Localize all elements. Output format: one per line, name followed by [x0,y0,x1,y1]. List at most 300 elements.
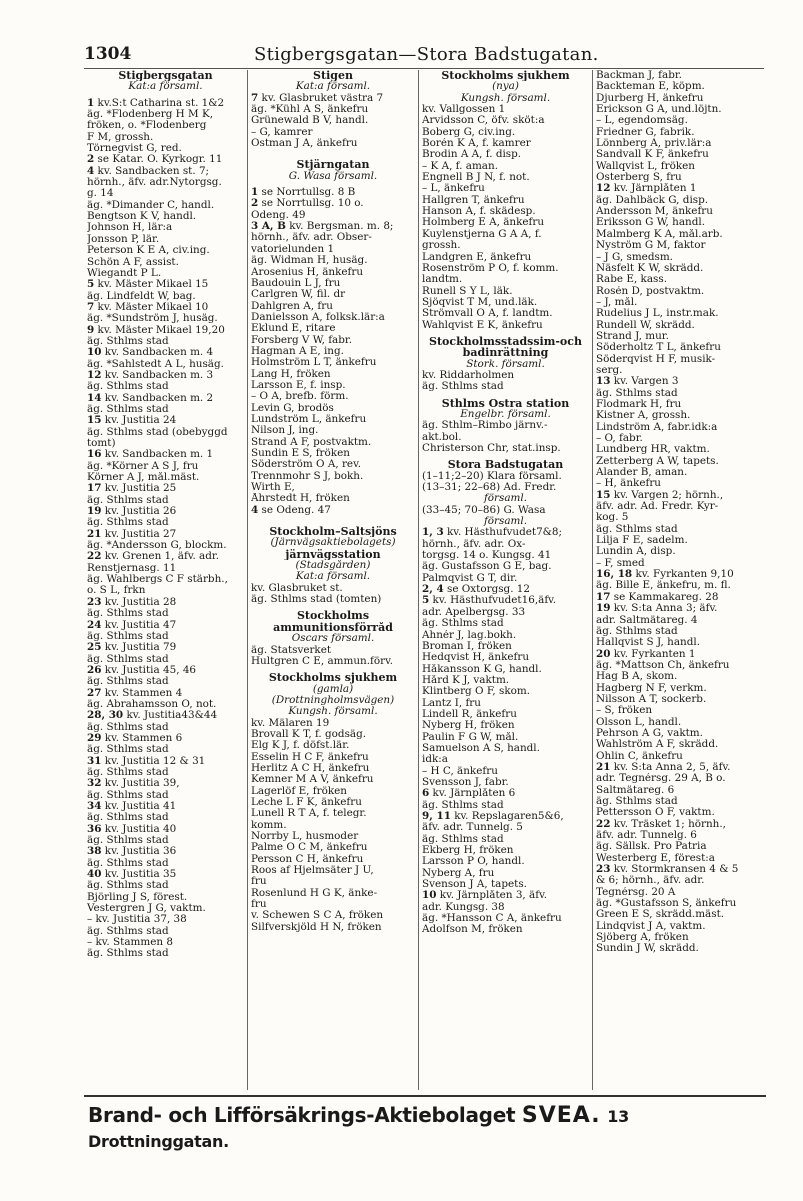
house-number: 10 [422,890,437,902]
address-entry [87,710,244,721]
house-number: 32 [87,778,102,790]
resident-entry: Pettersson O F, vaktm. [596,807,715,819]
house-number: 15 [87,415,102,427]
resident-entry: Wahlqvist E K, änkefru [422,319,543,331]
resident-entry: – kv. Stammen 8 [87,937,173,949]
resident-entry: hörnh., äfv. adr.Nytorgsg. [87,177,222,189]
parish-note: (nya) [492,81,519,93]
resident-entry: Rosén D, postvaktm. [596,285,705,297]
address-entry [596,490,763,501]
resident-entry: Sjöberg A, fröken [596,932,689,944]
resident-entry: äg. Sthlms stad [87,857,169,869]
resident-entry: komm. [251,819,287,831]
entry-text: kv. Justitia 24 [101,415,177,427]
resident-entry: Kuylenstjerna G A A, f. [422,228,542,240]
resident-entry: äg. Statsverket [251,644,332,656]
resident-entry: äg. Sthlms stad [596,387,678,399]
resident-entry: äg. Sthlms stad [87,630,169,642]
resident-entry: Saltmätareg. 6 [596,784,675,796]
address-entry [596,376,763,387]
resident-entry: äg. Abrahamsson O, not. [87,698,217,710]
entry-text: kv. Stormkransen 4 & 5 [610,864,739,876]
resident-entry: Wiegandt P L. [87,267,162,279]
parish-note: G. Wasa församl. [288,170,378,182]
resident-entry: Engnell B J N, f. not. [422,172,530,184]
resident-entry: Olsson L, handl. [596,716,682,728]
resident-entry: äg. Dahlbäck G, disp. [596,194,709,206]
resident-entry: Johnson H, lär:a [87,222,173,234]
resident-entry: – L, egendomsäg. [596,115,688,127]
resident-entry: äg. Sthlms stad [87,880,169,892]
resident-entry: torgsg. 14 o. Kungsg. 41 [422,550,552,562]
house-number: 23 [87,596,102,608]
resident-entry: fru [251,899,267,911]
address-entry [87,279,244,290]
resident-entry: Palme O C M, änkefru [251,842,368,854]
resident-entry: äg. Sthlms stad [422,618,504,630]
resident-entry: Hedqvist H, änkefru [422,652,530,664]
resident-entry: Körner A J, mål.mäst. [87,472,200,484]
parish-note: Kat:a församl. [295,81,371,93]
resident-entry: äfv. adr. Tunnelg. 5 [422,822,523,834]
resident-entry: Kemner M A V, änkefru [251,774,374,786]
resident-entry: äg. Sthlms stad [596,523,678,535]
resident-entry: Söderholtz T L, änkefru [596,342,721,354]
resident-entry: Hallgren T, änkefru [422,194,525,206]
resident-entry: äg. Bille E, änkefru, m. fl. [596,580,731,592]
address-entry [596,649,763,660]
entry-text: kv. Hästhufvudet7&8; [443,527,563,539]
resident-entry: Hultgren C E, ammun.förv. [251,655,394,667]
resident-entry: äg. *Sundström J, husäg. [87,313,218,325]
street-heading: Stockholms [296,610,370,622]
resident-entry: Söderström O A, rev. [251,459,362,471]
resident-entry: akt.bol. [422,431,462,443]
resident-entry: Sandvall K F, änkefru [596,149,709,161]
resident-entry: Renstjernasg. 11 [87,562,177,574]
resident-entry: Lönnberg A, priv.lär:a [596,138,712,150]
entry-text: kv. Justitia 41 [101,801,177,812]
house-number: 13 [596,376,611,388]
resident-entry: Nyberg A, fru [422,867,495,879]
address-entry [87,824,244,835]
address-entry [87,529,244,540]
resident-entry: – G, kamrer [251,126,313,138]
parish-note: Stork. församl. [466,358,545,370]
resident-entry: Lindell R, änkefru [422,708,517,720]
house-number: 7 [87,301,95,313]
column-2 [247,70,418,1090]
resident-entry: Brovall K T, f. godsäg. [251,728,367,740]
street-heading: Stjärngatan [296,159,370,171]
resident-entry: Sjöqvist T M, und.läk. [422,296,538,308]
resident-entry: Wallqvist L, fröken [596,160,695,172]
resident-entry: äg. Sthlms stad [87,925,169,937]
resident-entry: Lindqvist J A, vaktm. [596,920,706,932]
resident-entry: Zetterberg A W, tapets. [596,455,719,467]
entry-text: kv. Stammen 4 [101,687,183,699]
resident-entry: adr. Kungsg. 38 [422,901,505,913]
address-entry [87,551,244,562]
resident-entry: Grünewald B V, handl. [251,115,369,127]
resident-entry: kog. 5 [596,512,629,524]
entry-text: kv. Justitia43&44 [123,710,218,722]
resident-entry: äg. *Sahlstedt A L, husäg. [87,358,224,370]
house-number: 38 [87,846,102,858]
entry-text: kv. Glasbruket västra 7 [258,92,384,104]
street-heading: Stockholms sjukhem [441,70,570,82]
house-number: 14 [87,392,102,404]
resident-entry: – O A, brefb. förm. [251,391,349,403]
resident-entry: äg. Sthlms stad [87,789,169,801]
resident-entry: – kv. Justitia 37, 38 [87,914,187,926]
resident-entry: Elg K J, f. döfst.lär. [251,740,350,752]
house-number: 9, 11 [422,811,451,822]
street-heading: Sthlms Östra station [441,397,570,409]
entry-text: kv. Justitia 39, [101,778,180,790]
resident-entry: äg. Sthlm–Rimbo järnv.- [422,420,548,432]
entry-text: se Kammakareg. 28 [610,591,719,603]
entry-text: kv. Mäster Mikael 19,20 [94,324,225,336]
resident-entry: Wirth E, [251,482,295,494]
resident-entry: – S, fröken [596,705,653,717]
entry-text: kv. Järnplåten 1 [610,183,697,195]
ad-brand: SVEA. [521,1103,601,1128]
resident-entry: äg. *Kühl A S, änkefru [251,104,369,116]
house-number: 10 [87,347,102,359]
resident-entry: Arosenius H, änkefru [251,266,364,278]
house-number: 16, 18 [596,569,633,581]
house-number: 21 [596,761,611,773]
resident-entry: Sundin E S, fröken [251,448,350,459]
address-entry [87,642,244,653]
resident-entry: äg. Sthlms stad [422,381,504,393]
resident-entry: tomt) [87,438,116,449]
entry-text: se Odeng. 47 [258,504,331,516]
resident-entry: Rosenström P O, f. komm. [422,262,559,274]
resident-entry: Lundberg HR, vaktm. [596,444,710,456]
resident-entry: adr. Apelbergsg. 33 [422,606,526,618]
resident-entry: Rundell W, skrädd. [596,319,695,331]
resident-entry: Klintberg O F, skom. [422,686,531,698]
entry-text: kv. Justitia 40 [101,823,177,835]
resident-entry: Strand A F, postvaktm. [251,436,372,448]
resident-entry: Green E S, skrädd.mäst. [596,909,725,921]
resident-entry: Törnegvist G, red. [87,143,182,155]
ad-company: Brand- och Lifförsäkrings-Aktiebolaget [88,1103,516,1127]
resident-entry: Jonsson P, lär. [87,233,160,245]
resident-entry: Trennmohr S J, bokh. [251,470,364,482]
address-entry [422,595,589,606]
parish-note: Oscars församl. [291,633,375,645]
house-number: 25 [87,642,102,654]
house-number: 21 [87,528,102,540]
resident-entry: Broman I, fröken [422,640,512,652]
entry-text: kv. Vargen 2; hörnh., [610,489,724,501]
entry-text: kv. Sandbacken st. 7; [94,165,210,177]
address-entry [251,221,415,232]
resident-entry: Wahlström A F, skrädd. [596,739,719,751]
resident-entry: äg. *Mattson Ch, änkefru [596,659,730,671]
resident-entry: Lunell R T A, f. telegr. [251,808,367,820]
resident-entry: Leche L F K, änkefru [251,796,362,808]
house-number: 1 [251,187,259,199]
address-entry [87,801,244,812]
entry-text: kv. Justitia 28 [101,596,177,608]
resident-entry: – H C, änkefru [422,765,498,777]
resident-entry: äg. Sällsk. Pro Patria [596,841,707,853]
street-heading: Stockholms sjukhem [268,672,398,684]
resident-entry: Lundström L, änkefru [251,413,367,425]
resident-entry: Paulin F G W, mål. [422,731,519,743]
entry-text: kv. Justitia 79 [101,642,177,654]
resident-entry: Åhrstedt H, fröken [251,493,350,505]
resident-entry: fru [251,876,267,888]
resident-entry: Rosenlund H G K, änke- [251,887,378,899]
resident-entry: Lindström A, fabr.idk:a [596,421,718,433]
resident-entry: fröken, o. *Flodenberg [87,120,207,132]
address-entry [251,93,415,104]
resident-entry: Backman J, fabr. [596,70,682,81]
address-entry [87,665,244,676]
parish-note: Engelbr. församl. [460,408,551,420]
resident-entry: Baudouin L J, fru [251,277,341,289]
resident-entry: – O, fabr. [596,433,643,444]
address-entry [596,569,763,580]
resident-entry: Runell S Y L, läk. [422,285,513,297]
address-entry [87,325,244,336]
entry-text: kv. Justitia 25 [101,483,177,495]
house-number: 4 [251,504,259,516]
entry-text: kv. Repslagaren5&6, [450,811,564,822]
entry-text: kv. Fyrkanten 9,10 [632,569,734,581]
resident-entry: serg. [596,364,623,376]
resident-entry: Hagman A E, ing. [251,345,344,357]
resident-entry: Sundin J W, skrädd. [596,943,699,955]
resident-entry: idk:a [422,754,448,766]
entry-text: se Oxtorgsg. 12 [443,584,531,596]
resident-entry: äg. *Hansson C A, änkefru [422,913,562,925]
house-number: 1, 3 [422,527,444,539]
column-4 [592,70,766,1090]
house-number: 22 [87,551,102,563]
resident-entry: Björling J S, förest. [87,891,188,903]
resident-entry: Näsfelt K W, skrädd. [596,262,704,274]
street-heading: Stigbergsgatan [118,70,213,82]
resident-entry: Hård K J, vaktm. [422,674,510,686]
resident-entry: äg. Sthlms stad (tomten) [251,594,382,606]
entry-text: kv. Järnplåten 6 [429,788,516,800]
resident-entry: adr. Tegnérsg. 29 A, B o. [596,773,726,785]
entry-text: kv. Justitia 35 [101,869,177,881]
house-number: 2, 4 [422,584,444,596]
resident-entry: Larsson P O, handl. [422,856,525,868]
resident-entry: Nyström G M, faktor [596,240,706,252]
column-3 [418,70,592,1090]
house-number: 2 [251,198,259,210]
address-entry [596,603,763,614]
resident-entry: Svenson J A, tapets. [422,879,527,891]
resident-entry: äg. Sthlms stad [87,812,169,824]
resident-entry: äg. Sthlms stad [87,948,169,960]
house-number: 40 [87,869,102,881]
house-number: 29 [87,732,102,744]
resident-entry: Flodmark H, fru [596,398,682,410]
street-heading: ammunitionsförråd [273,621,393,634]
resident-entry: äg. *Körner A S J, fru [87,460,199,472]
resident-entry: Dahlgren A, fru [251,300,333,312]
resident-entry: Lundin A, disp. [596,546,676,558]
house-number: 1 [87,97,95,109]
entry-text: kv. Sandbacken m. 4 [101,347,214,359]
resident-entry: Holmström L T, änkefru [251,357,377,369]
resident-entry: Vestergren J G, vaktm. [87,903,206,915]
entry-text: kv.S:t Catharina st. 1&2 [94,97,225,109]
resident-entry: äg. Sthlms stad [87,335,169,347]
house-number: 12 [87,369,102,381]
parish-note: Kungsh. församl. [288,706,378,718]
house-number: 5 [87,279,95,291]
resident-entry: Håkansson K G, handl. [422,663,542,675]
resident-entry: Danielsson A, folksk.lär:a [251,311,385,323]
address-entry [251,505,415,516]
resident-entry: adr. Saltmätareg. 4 [596,614,698,626]
entry-text: se Katar. Ö. Kyrkogr. 11 [94,154,223,166]
resident-entry: Andersson M, änkefru [596,206,713,218]
address-entry [87,778,244,789]
street-heading: Stockholmsstadssim-och [429,335,582,348]
resident-entry: äg. Sthlms stad [87,608,169,620]
resident-entry: Hallqvist S J, handl. [596,637,700,649]
resident-entry: Erickson G A, und.löjtn. [596,104,722,116]
resident-entry: Westerberg E, förest:a [596,852,715,864]
resident-entry: Hagberg N F, verkm. [596,682,707,694]
resident-entry: Boberg G, civ.ing. [422,126,516,138]
house-number: 2 [87,154,95,166]
address-entry [596,183,763,194]
resident-entry: Larsson E, f. insp. [251,379,346,391]
house-number: 22 [596,818,611,830]
address-entry [87,98,244,109]
entry-text: kv. Järnplåten 3, äfv. [436,890,548,902]
resident-entry: Lantz I, fru [422,697,481,709]
house-number: 26 [87,664,102,676]
address-entry [87,506,244,517]
resident-entry: Ahnér J, lag.bokh. [422,629,517,641]
entry-text: kv. Bergsman. m. 8; [285,221,394,233]
ad-address: 13 Drottninggatan. [88,1107,629,1151]
resident-entry: Schön A F, assist. [87,256,179,268]
address-entry [87,688,244,699]
directory-columns [84,70,766,1090]
address-entry [87,756,244,767]
resident-entry: äg. Sthlms stad [87,403,169,415]
resident-entry: äg. Sthlms stad [87,721,169,733]
entry-text: kv. Vargen 3 [610,376,679,388]
resident-entry: Malmberg K A, mål.arb. [596,228,723,240]
resident-entry: äg. *Andersson G, blockm. [87,540,227,552]
house-number: 34 [87,801,102,812]
resident-entry: Arvidsson C, öfv. sköt:a [422,115,545,127]
resident-entry: Backteman E, köpm. [596,81,705,93]
house-number: 16 [87,449,102,461]
house-number: 28, 30 [87,710,124,722]
entry-text: kv. Justitia 36 [101,846,177,858]
resident-entry: Esselin H C F, änkefru [251,751,369,763]
resident-entry: Borén K A, f. kamrer [422,138,531,150]
resident-entry: äg. Sthlms stad (obebyggd [87,426,228,438]
resident-entry: Djurberg H, änkefru [596,92,704,104]
entry-text: kv. S:ta Anna 3; äfv. [610,603,718,615]
entry-text: kv. Justitia 45, 46 [101,664,197,676]
resident-entry: Öhlin C, änkefru [596,750,683,762]
resident-entry: Holmberg E A, änkefru [422,217,545,229]
resident-entry: äg. *Flodenberg H M K, [87,109,214,121]
header-rule [84,68,764,69]
resident-entry: – J G, smedsm. [596,251,673,263]
address-entry [251,198,415,209]
house-number: 19 [87,506,102,518]
address-entry [422,584,589,595]
resident-entry: Bengtson K V, handl. [87,211,197,223]
address-entry [87,166,244,177]
house-number: 3 A, B [251,221,286,233]
resident-entry: äg. Sthlms stad [87,676,169,688]
house-number: 19 [596,603,611,615]
parish-note: (Stadsgården) [295,560,371,572]
resident-entry: Strömvall O A, f. landtm. [422,308,553,320]
resident-entry: Eriksson G W, handl. [596,217,706,229]
resident-entry: äg. Sthlms stad [87,381,169,393]
resident-entry: Rabe E, kass. [596,274,668,286]
address-entry [87,154,244,165]
resident-entry: äg. *Gustafsson S, änkefru [596,898,737,910]
resident-entry: o. S L, frkn [87,585,146,597]
resident-entry: Pehrson A G, vaktm. [596,727,703,739]
address-entry [596,592,763,603]
resident-entry: Hanson A, f. skädesp. [422,206,536,218]
resident-entry: äg. Sthlms stad [596,625,678,637]
resident-entry: Tegnérsg. 20 A [596,886,676,898]
column-1 [84,70,247,1090]
address-entry [596,864,763,875]
address-entry [87,449,244,460]
resident-entry: äg. Sthlms stad [422,799,504,811]
resident-entry: äg. Sthlms stad [87,653,169,665]
entry-text: kv. Sandbacken m. 2 [101,392,214,404]
address-entry [87,846,244,857]
resident-entry: hörnh., äfv. adr. Obser- [251,232,372,244]
entry-text: kv. Justitia 27 [101,528,177,540]
resident-entry: Söderqvist H F, musik- [596,353,716,365]
parish-note: (Järnvägsaktiebolagets) [270,537,396,549]
house-number: 12 [596,183,611,195]
parish-note: (Drottningholmsvägen) [271,694,395,706]
footer-ad-text [88,1103,766,1152]
resident-entry: Odeng. 49 [251,209,306,221]
resident-entry: Palmqvist G T, dir. [422,572,518,584]
resident-entry: Herlitz A C H, änkefru [251,762,370,774]
resident-entry: äg. Wahlbergs C F stärbh., [87,574,228,586]
house-number: 31 [87,755,102,767]
address-entry [87,733,244,744]
resident-entry: äg. Sthlms stad [87,744,169,756]
house-number: 17 [87,483,102,495]
resident-entry: Roos af Hjelmsäter J U, [251,865,374,877]
resident-entry: Adolfson M, fröken [422,924,523,936]
resident-entry: Ekberg H, fröken [422,845,514,857]
resident-entry: Österberg S, fru [596,172,682,184]
